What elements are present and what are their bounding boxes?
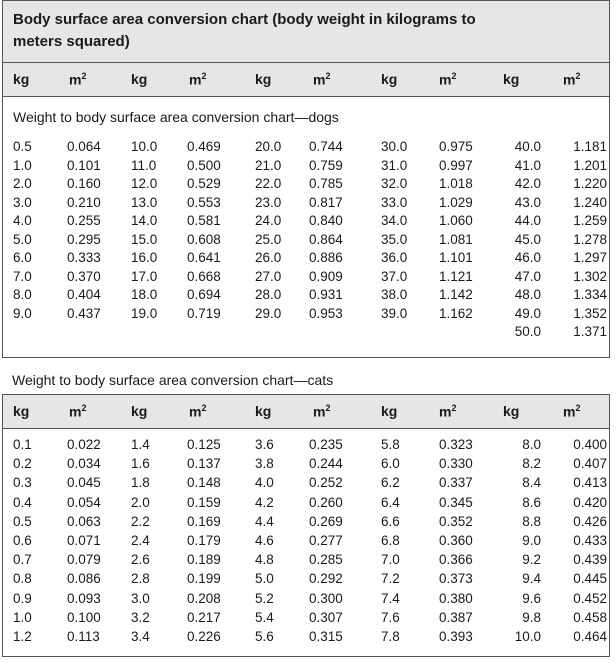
cats-cell: 0.7 bbox=[13, 552, 32, 568]
cats-cell: 0.113 bbox=[67, 629, 100, 644]
cats-header-4 bbox=[255, 403, 271, 419]
dogs-cell: 0.064 bbox=[67, 139, 101, 154]
dogs-header-4 bbox=[255, 71, 271, 87]
dogs-cell: 47.0 bbox=[514, 268, 541, 284]
dogs-cell: 0.931 bbox=[309, 287, 343, 302]
cats-cell: 8.0 bbox=[522, 437, 541, 452]
cats-cell: 0.315 bbox=[309, 629, 343, 644]
header-label: kg bbox=[503, 71, 520, 87]
dogs-cell: 9.0 bbox=[13, 305, 32, 321]
cats-cell: 0.277 bbox=[309, 533, 343, 548]
dogs-cell: 1.220 bbox=[573, 176, 607, 191]
cats-cell: 0.285 bbox=[309, 552, 343, 568]
dogs-cell: 28.0 bbox=[255, 287, 282, 302]
cats-cell: 0.252 bbox=[309, 475, 343, 491]
cats-cell: 3.4 bbox=[131, 629, 150, 644]
cats-cell: 0.159 bbox=[187, 494, 221, 510]
dogs-cell: 1.121 bbox=[439, 268, 473, 284]
dogs-cell: 1.302 bbox=[573, 268, 607, 284]
dogs-cell: 42.0 bbox=[514, 176, 541, 191]
cats-cell: 0.433 bbox=[573, 533, 607, 548]
dogs-cell: 0.469 bbox=[187, 139, 221, 154]
cats-cell: 0.199 bbox=[187, 571, 221, 587]
dogs-cell: 0.370 bbox=[67, 268, 101, 284]
dogs-cell: 45.0 bbox=[514, 231, 541, 247]
dogs-header-0 bbox=[13, 71, 29, 87]
cats-cell: 7.2 bbox=[381, 571, 400, 587]
cats-cell: 0.208 bbox=[187, 590, 221, 606]
cats-cell: 9.4 bbox=[522, 571, 541, 587]
dogs-cell: 37.0 bbox=[381, 268, 408, 284]
cats-cell: 4.6 bbox=[255, 533, 274, 548]
dogs-cell: 11.0 bbox=[131, 157, 157, 173]
cats-cell: 0.292 bbox=[309, 571, 343, 587]
cats-cell: 0.3 bbox=[13, 475, 32, 491]
dogs-cell: 0.5 bbox=[13, 139, 32, 154]
dogs-cell: 23.0 bbox=[255, 194, 282, 210]
header-label: m bbox=[563, 403, 576, 420]
dogs-cell: 40.0 bbox=[514, 139, 541, 154]
cats-cell: 0.413 bbox=[573, 475, 607, 491]
dogs-cell: 36.0 bbox=[381, 250, 408, 265]
cats-cell: 0.337 bbox=[439, 475, 473, 491]
cats-cell: 5.4 bbox=[255, 609, 274, 625]
dogs-cell: 0.500 bbox=[187, 157, 221, 173]
dogs-cell: 10.0 bbox=[131, 139, 158, 154]
dogs-cell: 0.529 bbox=[187, 176, 221, 191]
cats-cell: 3.8 bbox=[255, 456, 274, 472]
header-label: kg bbox=[381, 403, 398, 419]
cats-section bbox=[2, 358, 612, 394]
dogs-cell: 1.101 bbox=[439, 250, 473, 265]
dogs-cell: 0.404 bbox=[67, 287, 101, 302]
header-row-dogs bbox=[2, 62, 610, 97]
cats-cell: 0.458 bbox=[573, 609, 607, 625]
cats-cell: 0.226 bbox=[187, 629, 221, 644]
dogs-cell: 0.581 bbox=[187, 213, 221, 228]
dogs-cell: 7.0 bbox=[13, 268, 32, 284]
dogs-cell: 15.0 bbox=[131, 231, 158, 247]
dogs-cell: 2.0 bbox=[13, 176, 32, 191]
header-label: m bbox=[69, 71, 82, 88]
dogs-cell: 0.975 bbox=[439, 139, 473, 154]
dogs-cell: 20.0 bbox=[255, 139, 282, 154]
dogs-cell: 19.0 bbox=[131, 305, 158, 321]
dogs-header-9 bbox=[563, 71, 580, 88]
cats-cell: 0.054 bbox=[67, 494, 101, 510]
cats-header-2 bbox=[131, 403, 147, 419]
dogs-cell: 1.297 bbox=[573, 250, 607, 265]
dogs-cell: 1.371 bbox=[573, 324, 607, 339]
header-label: m bbox=[439, 71, 452, 88]
dogs-cell: 21.0 bbox=[255, 157, 282, 173]
cats-cell: 0.179 bbox=[187, 533, 221, 548]
dogs-cell: 0.694 bbox=[187, 287, 221, 302]
dogs-cell: 1.060 bbox=[439, 213, 473, 228]
cats-table bbox=[2, 429, 610, 657]
cats-cell: 5.6 bbox=[255, 629, 274, 644]
cats-cell: 0.235 bbox=[309, 437, 343, 452]
cats-cell: 0.452 bbox=[573, 590, 607, 606]
dogs-table bbox=[2, 97, 610, 358]
cats-cell: 0.189 bbox=[187, 552, 221, 568]
dogs-cell: 0.160 bbox=[67, 176, 101, 191]
title-bar bbox=[2, 0, 610, 62]
cats-cell: 0.217 bbox=[187, 609, 221, 625]
dogs-header-5 bbox=[313, 71, 330, 88]
dogs-cell: 0.333 bbox=[67, 250, 101, 265]
squared-superscript: 2 bbox=[325, 403, 331, 413]
cats-cell: 1.2 bbox=[13, 629, 32, 644]
dogs-cell: 38.0 bbox=[381, 287, 408, 302]
cats-cell: 1.4 bbox=[131, 437, 150, 452]
cats-cell: 2.8 bbox=[131, 571, 150, 587]
cats-cell: 6.8 bbox=[381, 533, 400, 548]
dogs-cell: 13.0 bbox=[131, 194, 158, 210]
header-label: kg bbox=[255, 403, 272, 419]
page-title: Body surface area conversion chart (body weight in kilograms to meters squared) bbox=[13, 11, 476, 50]
cats-cell: 6.0 bbox=[381, 456, 400, 472]
cats-cell: 0.400 bbox=[573, 437, 607, 452]
dogs-cell: 0.668 bbox=[187, 268, 221, 284]
squared-superscript: 2 bbox=[201, 71, 207, 81]
dogs-cell: 43.0 bbox=[514, 194, 541, 210]
dogs-cell: 35.0 bbox=[381, 231, 408, 247]
dogs-cell: 6.0 bbox=[13, 250, 32, 265]
cats-cell: 2.4 bbox=[131, 533, 150, 548]
cats-cell: 2.2 bbox=[131, 513, 150, 529]
cats-cell: 10.0 bbox=[514, 629, 541, 644]
squared-superscript: 2 bbox=[325, 71, 331, 81]
cats-header-6 bbox=[381, 403, 397, 419]
dogs-cell: 1.029 bbox=[439, 194, 473, 210]
header-label: m bbox=[563, 71, 576, 88]
cats-subtitle: Weight to body surface area conversion chart—cats bbox=[12, 372, 334, 388]
dogs-cell: 0.953 bbox=[309, 305, 343, 321]
dogs-cell: 8.0 bbox=[13, 287, 32, 302]
cats-cell: 0.022 bbox=[67, 437, 101, 452]
dogs-cell: 1.018 bbox=[439, 176, 473, 191]
dogs-cell: 44.0 bbox=[514, 213, 541, 228]
dogs-cell: 0.886 bbox=[309, 250, 343, 265]
dogs-cell: 46.0 bbox=[514, 250, 541, 265]
cats-cell: 0.1 bbox=[13, 437, 32, 452]
dogs-cell: 1.181 bbox=[573, 139, 607, 154]
cats-cell: 0.6 bbox=[13, 533, 32, 548]
cats-cell: 0.079 bbox=[67, 552, 101, 568]
dogs-cell: 1.352 bbox=[573, 305, 607, 321]
header-label: m bbox=[189, 403, 202, 420]
dogs-cell: 0.553 bbox=[187, 194, 221, 210]
header-row-cats bbox=[2, 394, 610, 429]
cats-cell: 0.360 bbox=[439, 533, 473, 548]
cats-cell: 0.9 bbox=[13, 590, 32, 606]
dogs-cell: 1.259 bbox=[573, 213, 607, 228]
dogs-cell: 1.081 bbox=[439, 231, 473, 247]
cats-cell: 5.0 bbox=[255, 571, 274, 587]
dogs-cell: 0.864 bbox=[309, 231, 343, 247]
dogs-cell: 0.997 bbox=[439, 157, 473, 173]
squared-superscript: 2 bbox=[451, 403, 457, 413]
dogs-cell: 0.255 bbox=[67, 213, 101, 228]
cats-cell: 8.2 bbox=[522, 456, 541, 472]
dogs-cell: 0.785 bbox=[309, 176, 343, 191]
dogs-header-3 bbox=[189, 71, 206, 88]
cats-cell: 0.5 bbox=[13, 513, 32, 529]
dogs-cell: 0.101 bbox=[67, 157, 101, 173]
cats-cell: 1.8 bbox=[131, 475, 150, 491]
dogs-cell: 22.0 bbox=[255, 176, 282, 191]
cats-header-9 bbox=[563, 403, 580, 420]
header-label: m bbox=[439, 403, 452, 420]
cats-cell: 0.464 bbox=[573, 629, 607, 644]
dogs-cell: 12.0 bbox=[131, 176, 158, 191]
dogs-cell: 27.0 bbox=[255, 268, 282, 284]
dogs-cell: 0.817 bbox=[309, 194, 343, 210]
cats-cell: 2.6 bbox=[131, 552, 150, 568]
cats-cell: 0.380 bbox=[439, 590, 473, 606]
dogs-header-2 bbox=[131, 71, 147, 87]
cats-cell: 0.125 bbox=[187, 437, 221, 452]
cats-cell: 0.169 bbox=[187, 513, 221, 529]
cats-cell: 7.4 bbox=[381, 590, 400, 606]
dogs-cell: 1.240 bbox=[573, 194, 607, 210]
squared-superscript: 2 bbox=[201, 403, 207, 413]
cats-header-5 bbox=[313, 403, 330, 420]
dogs-cell: 0.210 bbox=[67, 194, 101, 210]
cats-cell: 7.8 bbox=[381, 629, 400, 644]
dogs-cell: 33.0 bbox=[381, 194, 408, 210]
cats-cell: 9.0 bbox=[522, 533, 541, 548]
squared-superscript: 2 bbox=[81, 71, 87, 81]
cats-cell: 0.260 bbox=[309, 494, 343, 510]
header-label: kg bbox=[13, 71, 30, 87]
dogs-header-8 bbox=[503, 71, 519, 87]
cats-cell: 7.6 bbox=[381, 609, 400, 625]
cats-cell: 0.2 bbox=[13, 456, 32, 472]
cats-cell: 3.0 bbox=[131, 590, 150, 606]
dogs-cell: 34.0 bbox=[381, 213, 408, 228]
dogs-cell: 1.0 bbox=[13, 157, 32, 173]
cats-cell: 1.0 bbox=[13, 609, 32, 625]
dogs-cell: 14.0 bbox=[131, 213, 158, 228]
cats-cell: 0.300 bbox=[309, 590, 343, 606]
cats-cell: 0.100 bbox=[67, 609, 101, 625]
cats-cell: 1.6 bbox=[131, 456, 150, 472]
dogs-cell: 18.0 bbox=[131, 287, 158, 302]
header-label: kg bbox=[131, 71, 148, 87]
cats-cell: 0.045 bbox=[67, 475, 101, 491]
cats-cell: 0.407 bbox=[573, 456, 607, 472]
cats-cell: 0.086 bbox=[67, 571, 101, 587]
header-label: kg bbox=[503, 403, 520, 419]
header-label: m bbox=[313, 403, 326, 420]
dogs-cell: 0.719 bbox=[187, 305, 221, 321]
dogs-cell: 1.201 bbox=[573, 157, 607, 173]
cats-cell: 8.8 bbox=[522, 513, 541, 529]
dogs-cell: 16.0 bbox=[131, 250, 158, 265]
cats-cell: 0.387 bbox=[439, 609, 473, 625]
cats-cell: 0.244 bbox=[309, 456, 343, 472]
cats-cell: 2.0 bbox=[131, 494, 150, 510]
dogs-header-7 bbox=[439, 71, 456, 88]
dogs-cell: 1.278 bbox=[573, 231, 607, 247]
cats-cell: 0.373 bbox=[439, 571, 473, 587]
cats-cell: 0.307 bbox=[309, 609, 343, 625]
cats-cell: 6.4 bbox=[381, 494, 400, 510]
cats-cell: 0.426 bbox=[573, 513, 607, 529]
cats-cell: 3.6 bbox=[255, 437, 274, 452]
cats-cell: 8.6 bbox=[522, 494, 541, 510]
cats-cell: 4.4 bbox=[255, 513, 274, 529]
dogs-cell: 48.0 bbox=[514, 287, 541, 302]
cats-header-0 bbox=[13, 403, 29, 419]
cats-cell: 0.137 bbox=[187, 456, 221, 472]
cats-cell: 0.420 bbox=[573, 494, 607, 510]
squared-superscript: 2 bbox=[575, 403, 581, 413]
cats-cell: 0.345 bbox=[439, 494, 473, 510]
cats-header-8 bbox=[503, 403, 519, 419]
dogs-cell: 49.0 bbox=[514, 305, 541, 321]
dogs-header-1 bbox=[69, 71, 86, 88]
dogs-cell: 0.641 bbox=[187, 250, 221, 265]
cats-cell: 0.445 bbox=[573, 571, 607, 587]
cats-cell: 5.8 bbox=[381, 437, 400, 452]
dogs-cell: 17.0 bbox=[131, 268, 158, 284]
cats-cell: 5.2 bbox=[255, 590, 274, 606]
cats-cell: 3.2 bbox=[131, 609, 150, 625]
dogs-cell: 0.295 bbox=[67, 231, 101, 247]
cats-cell: 0.148 bbox=[187, 475, 221, 491]
dogs-cell: 30.0 bbox=[381, 139, 408, 154]
cats-cell: 4.8 bbox=[255, 552, 274, 568]
dogs-cell: 31.0 bbox=[381, 157, 408, 173]
dogs-cell: 1.142 bbox=[439, 287, 473, 302]
dogs-cell: 1.162 bbox=[439, 305, 473, 321]
cats-cell: 0.4 bbox=[13, 494, 32, 510]
cats-cell: 9.2 bbox=[522, 552, 541, 568]
dogs-cell: 1.334 bbox=[573, 287, 607, 302]
cats-cell: 0.323 bbox=[439, 437, 473, 452]
dogs-cell: 0.840 bbox=[309, 213, 343, 228]
dogs-cell: 41.0 bbox=[514, 157, 541, 173]
cats-cell: 4.2 bbox=[255, 494, 274, 510]
cats-header-3 bbox=[189, 403, 206, 420]
dogs-cell: 0.909 bbox=[309, 268, 343, 284]
cats-cell: 8.4 bbox=[522, 475, 541, 491]
cats-cell: 4.0 bbox=[255, 475, 274, 491]
cats-cell: 7.0 bbox=[381, 552, 400, 568]
squared-superscript: 2 bbox=[81, 403, 87, 413]
cats-cell: 9.6 bbox=[522, 590, 541, 606]
dogs-cell: 4.0 bbox=[13, 213, 32, 228]
cats-cell: 0.071 bbox=[67, 533, 101, 548]
dogs-cell: 0.608 bbox=[187, 231, 221, 247]
cats-cell: 0.093 bbox=[67, 590, 101, 606]
dogs-cell: 5.0 bbox=[13, 231, 32, 247]
cats-cell: 0.034 bbox=[67, 456, 101, 472]
cats-cell: 0.439 bbox=[573, 552, 607, 568]
dogs-cell: 0.744 bbox=[309, 139, 343, 154]
dogs-cell: 0.437 bbox=[67, 305, 101, 321]
cats-cell: 6.2 bbox=[381, 475, 400, 491]
dogs-cell: 3.0 bbox=[13, 194, 32, 210]
dogs-header-6 bbox=[381, 71, 397, 87]
bsa-chart bbox=[2, 0, 612, 660]
header-label: kg bbox=[131, 403, 148, 419]
header-label: kg bbox=[255, 71, 272, 87]
dogs-cell: 32.0 bbox=[381, 176, 408, 191]
dogs-cell: 29.0 bbox=[255, 305, 282, 321]
cats-cell: 0.8 bbox=[13, 571, 32, 587]
squared-superscript: 2 bbox=[451, 71, 457, 81]
cats-header-1 bbox=[69, 403, 86, 420]
dogs-cell: 24.0 bbox=[255, 213, 282, 228]
header-label: m bbox=[189, 71, 202, 88]
dogs-cell: 50.0 bbox=[514, 324, 541, 339]
cats-cell: 0.352 bbox=[439, 513, 473, 529]
dogs-cell: 0.759 bbox=[309, 157, 343, 173]
header-label: kg bbox=[381, 71, 398, 87]
cats-cell: 6.6 bbox=[381, 513, 400, 529]
header-label: m bbox=[69, 403, 82, 420]
cats-header-7 bbox=[439, 403, 456, 420]
cats-cell: 0.366 bbox=[439, 552, 473, 568]
dogs-cell: 39.0 bbox=[381, 305, 408, 321]
dogs-cell: 25.0 bbox=[255, 231, 282, 247]
cats-cell: 0.330 bbox=[439, 456, 473, 472]
cats-cell: 0.269 bbox=[309, 513, 343, 529]
dogs-cell: 26.0 bbox=[255, 250, 282, 265]
dogs-subtitle: Weight to body surface area conversion chart—dogs bbox=[13, 109, 339, 125]
cats-cell: 9.8 bbox=[522, 609, 541, 625]
cats-cell: 0.063 bbox=[67, 513, 101, 529]
cats-cell: 0.393 bbox=[439, 629, 473, 644]
squared-superscript: 2 bbox=[575, 71, 581, 81]
header-label: m bbox=[313, 71, 326, 88]
header-label: kg bbox=[13, 403, 30, 419]
